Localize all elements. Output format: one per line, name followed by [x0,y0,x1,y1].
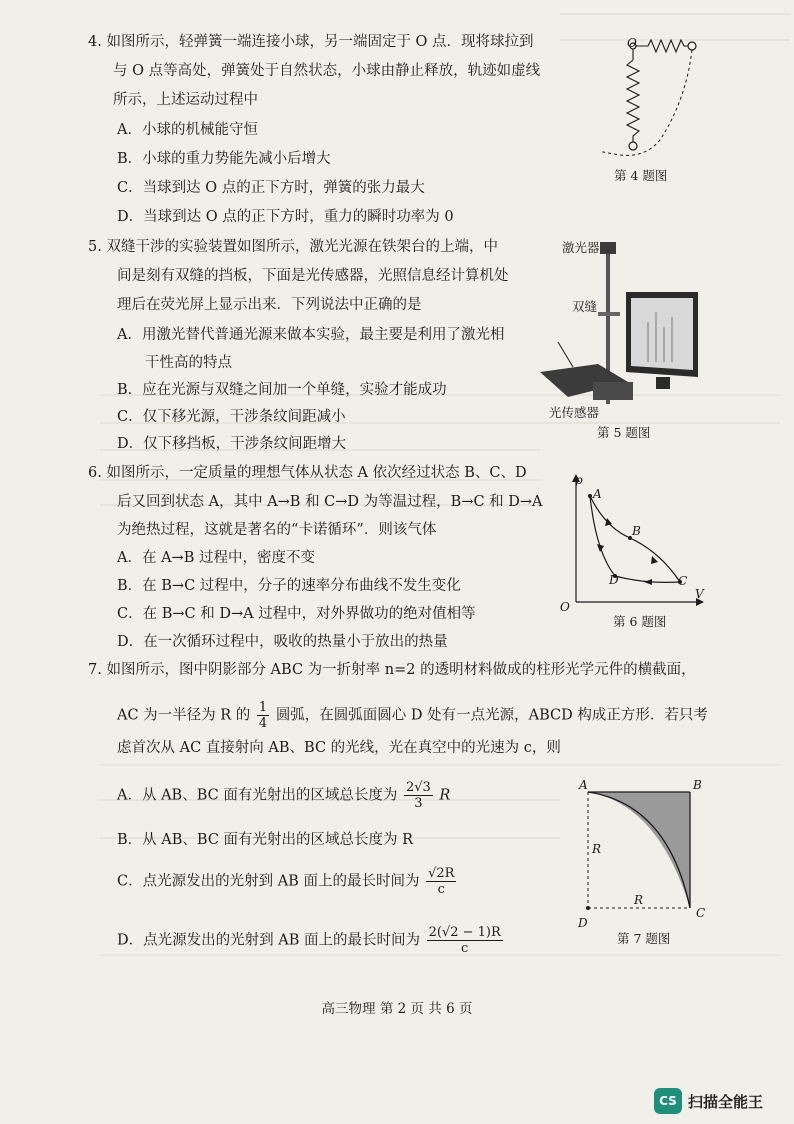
q7-option-a-num: 2√3 [405,780,431,795]
q5-option-a-line-1: A．用激光替代普通光源来做本实验，最主要是利用了激光相 [117,327,505,343]
q5-option-a-line-2: 干性高的特点 [145,355,232,371]
q7-point-b: B [693,778,702,792]
q7-option-c-num: √2R [428,866,455,881]
q5-label-sensor: 光传感器 [549,405,600,420]
q6-stem-line-3: 为绝热过程，这就是著名的“卡诺循环”．则该气体 [117,522,437,538]
camscanner-logo-icon: CS [654,1088,682,1114]
q7-stem-line-2-b: 圆弧，在圆弧面圆心 D 处有一点光源，ABCD 构成正方形．若只考 [275,707,708,724]
q7-caption: 第 7 题图 [617,931,671,946]
q6-option-a: A．在 A→B 过程中，密度不变 [117,550,315,566]
q6-stem-line-1: 6. 如图所示，一定质量的理想气体从状态 A 依次经过状态 B、C、D [88,465,527,481]
q6-axis-p: p [575,473,583,487]
q6-point-c: C [678,574,688,588]
q5-label-laser: 激光器 [562,240,600,255]
q6-stem-line-2: 后又回到状态 A，其中 A→B 和 C→D 为等温过程，B→C 和 D→A [117,494,543,510]
q7-option-d-num: 2(√2 − 1)R [428,925,501,940]
q7-point-c: C [696,906,706,920]
q7-radius-label-2: R [634,893,644,907]
q7-stem-line-1: 7. 如图所示，图中阴影部分 ABC 为一折射率 n=2 的透明材料做成的柱形光学元件的横截面， [88,662,696,678]
scanner-watermark-text: 扫描全能王 [688,1092,764,1111]
q6-axis-v: V [695,587,704,601]
q6-option-d: D．在一次循环过程中，吸收的热量小于放出的热量 [117,634,448,650]
page-footer: 高三物理 第 2 页 共 6 页 [321,1001,473,1017]
q7-option-d [117,925,505,956]
q6-option-b: B．在 B→C 过程中，分子的速率分布曲线不发生变化 [117,578,461,594]
q7-quarter-den: 4 [258,716,268,731]
q5-caption: 第 5 题图 [597,425,651,440]
q5-stem-line-2: 间是刻有双缝的挡板，下面是光传感器，光照信息经计算机处 [117,268,509,284]
q7-option-d-text: D．点光源发出的光射到 AB 面上的最长时间为 [117,932,420,949]
q4-figure-spring-pendulum [600,30,710,165]
q7-quarter-fraction [257,700,269,731]
q6-point-d: D [609,573,619,587]
q4-stem-line-3: 所示，上述运动过程中 [113,92,258,108]
q6-option-c: C．在 B→C 和 D→A 过程中，对外界做功的绝对值相等 [117,606,476,622]
scanner-watermark [654,1088,763,1114]
q6-figure-pv-diagram [560,472,710,612]
q5-stem-line-1: 5. 双缝干涉的实验装置如图所示，激光光源在铁架台的上端，中 [88,239,498,255]
q4-option-b: B．小球的重力势能先减小后增大 [117,151,331,167]
q7-option-b: B．从 AB、BC 面有光射出的区域总长度为 R [117,832,414,848]
q7-option-c-den: c [437,882,445,897]
q5-option-d: D．仅下移挡板，干涉条纹间距增大 [117,436,347,452]
q7-option-a [117,780,450,811]
q7-option-d-fraction [427,925,503,956]
q6-point-a: A [593,487,602,501]
q5-label-slit: 双缝 [572,299,598,314]
q6-caption: 第 6 题图 [613,614,667,629]
q7-stem-line-2-a: AC 为一半径为 R 的 [117,707,251,724]
q7-option-a-fraction [404,780,433,811]
q7-option-a-den: 3 [414,796,423,811]
q4-caption: 第 4 题图 [614,168,668,183]
q7-stem-line-3: 虑首次从 AC 直接射向 AB、BC 的光线，光在真空中的光速为 c，则 [117,740,561,756]
q4-option-c: C．当球到达 O 点的正下方时，弹簧的张力最大 [117,180,425,196]
q7-point-a: A [579,778,588,792]
q7-option-c-text: C．点光源发出的光射到 AB 面上的最长时间为 [117,873,420,890]
q4-label-o: O [627,36,637,50]
q5-option-b: B．应在光源与双缝之间加一个单缝，实验才能成功 [117,382,447,398]
q7-option-c [117,866,458,897]
q4-stem-line-2: 与 O 点等高处，弹簧处于自然状态，小球由静止释放，轨迹如虚线 [113,63,541,79]
q5-stem-line-3: 理后在荧光屏上显示出来．下列说法中正确的是 [117,297,422,313]
q6-point-b: B [632,524,641,538]
q4-option-a: A．小球的机械能守恒 [117,122,258,138]
q7-option-d-den: c [461,941,469,956]
q7-stem-line-2 [117,700,708,731]
q7-option-a-unit: R [439,787,451,804]
q7-quarter-num: 1 [258,700,268,715]
q5-option-c: C．仅下移光源，干涉条纹间距减小 [117,409,346,425]
q7-option-c-fraction [426,866,456,897]
q7-point-d: D [578,916,588,930]
q6-origin: O [560,600,570,614]
q7-option-a-text: A．从 AB、BC 面有光射出的区域总长度为 [117,787,398,804]
q7-radius-label-1: R [592,842,602,856]
q4-stem-line-1: 4. 如图所示，轻弹簧一端连接小球，另一端固定于 O 点．现将球拉到 [88,34,534,50]
q5-figure-apparatus [538,232,708,420]
q4-option-d: D．当球到达 O 点的正下方时，重力的瞬时功率为 0 [117,209,454,225]
